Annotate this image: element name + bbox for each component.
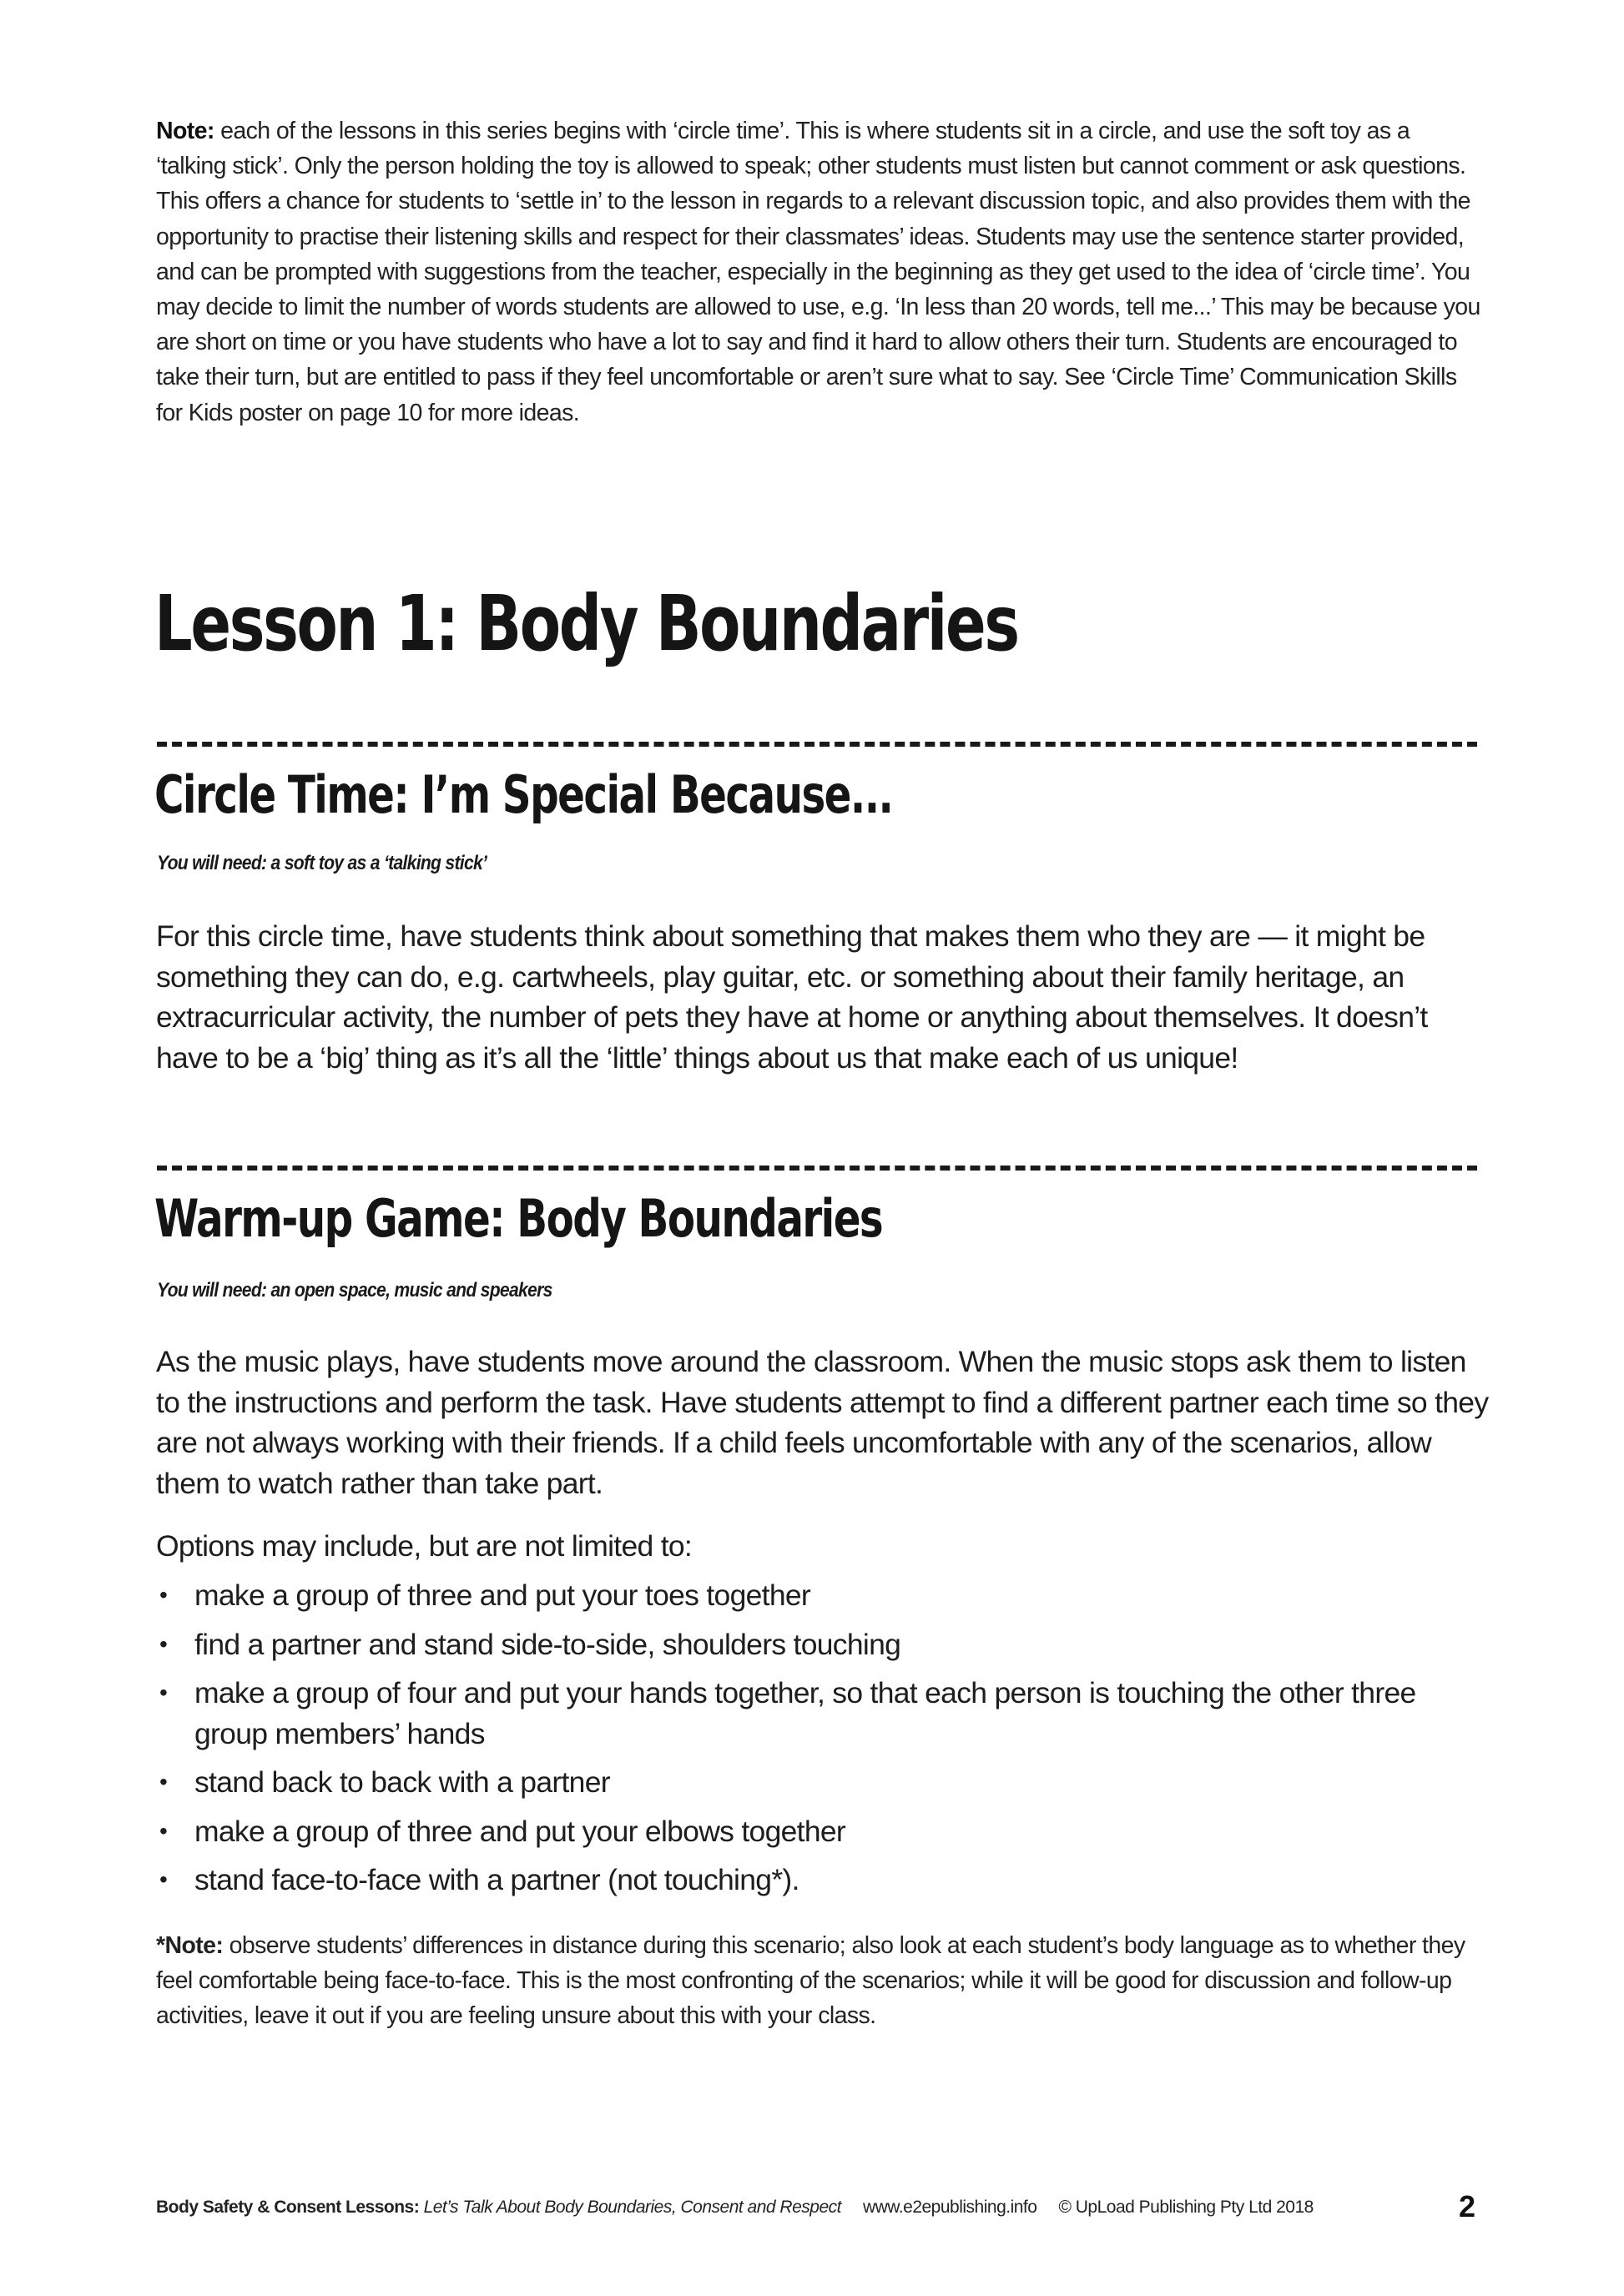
list-item: • make a group of three and put your elbows together [156, 1811, 1491, 1852]
warm-up-heading: Warm-up Game: Body Boundaries [154, 1188, 883, 1249]
note-label: Note: [156, 118, 214, 144]
list-item: • stand back to back with a partner [156, 1762, 1491, 1803]
lesson-title: Lesson 1: Body Boundaries [154, 579, 1018, 668]
section-divider [157, 742, 1477, 747]
footnote-label: *Note: [156, 1932, 224, 1959]
intro-note [156, 113, 1483, 430]
warm-up-body: As the music plays, have students move around the classroom. When the music stops ask them to listen to the instructions and perform the task. Have students attempt to find a different partner each time so they are not always working with their friends. If a child feels uncomfortable with any of the scenarios, allow them to watch rather than take part. [156, 1345, 1489, 1500]
note-text: each of the lessons in this series begins with ‘circle time’. This is where students sit in a circle, and use the soft toy as a ‘talking stick’. Only the person holding the toy is allowed to speak; other students must listen but cannot comment or ask questions. This offers a chance for students to ‘settle in’ to the lesson in regards to a relevant discussion topic, and also provides them with the opportunity to practise their listening skills and respect for their classmates’ ideas. Students may use the sentence starter provided, and can be prompted with suggestions from the teacher, especially in the beginning as they get used to the idea of ‘circle time’. You may decide to limit the number of words students are allowed to use, e.g. ‘In less than 20 words, tell me...’ This may be because you are short on time or you have students who have a lot to say and find it hard to allow others their turn. Students are encouraged to take their turn, but are entitled to pass if they feel uncomfortable or aren’t sure what to say. See ‘Circle Time’ Communication Skills for Kids poster on page 10 for more ideas. [156, 118, 1480, 426]
circle-time-body: For this circle time, have students think about something that makes them who they are — it might be something they can do, e.g. cartwheels, play guitar, etc. or something about their family heritage, an extracurricular activity, the number of pets they have at home or anything about themselves. It doesn’t have to be a ‘big’ thing as it’s all the ‘little’ things about us that make each of us unique! [156, 919, 1428, 1075]
footer-url[interactable]: www.e2epublishing.info [862, 2198, 1037, 2217]
bullet-icon: • [159, 1582, 168, 1608]
footer-subtitle: Let’s Talk About Body Boundaries, Consent and Respect [419, 2198, 841, 2217]
circle-time-heading: Circle Time: I’m Special Because... [154, 764, 893, 825]
page-footer [156, 2198, 1483, 2228]
list-item: • find a partner and stand side-to-side, shoulders touching [156, 1624, 1491, 1665]
circle-time-materials: You will need: a soft toy as a ‘talking stick’ [157, 852, 487, 874]
bullet-icon: • [159, 1817, 168, 1844]
footer-title: Body Safety & Consent Lessons: [156, 2198, 420, 2217]
bullet-icon: • [159, 1679, 168, 1705]
section-divider [157, 1166, 1477, 1171]
bullet-icon: • [159, 1769, 168, 1795]
page-number: 2 [1459, 2189, 1476, 2223]
footnote-text: observe students’ differences in distance during this scenario; also look at each student’s body language as to whether they feel comfortable being face-to-face. This is the most confronting of the scenarios; while it will be good for discussion and follow-up activities, leave it out if you are feeling unsure about this with your class. [156, 1932, 1465, 2030]
warm-up-materials: You will need: an open space, music and speakers [157, 1279, 552, 1302]
footer-copyright: © UpLoad Publishing Pty Ltd 2018 [1058, 2198, 1314, 2217]
options-list [156, 1575, 1491, 1909]
options-intro: Options may include, but are not limited to: [156, 1529, 693, 1563]
scenario-footnote [156, 1928, 1491, 2034]
list-item: • stand face-to-face with a partner (not touching*). [156, 1860, 1491, 1901]
list-item: • make a group of four and put your hands together, so that each person is touching the other three group members’ hands [156, 1673, 1491, 1754]
bullet-icon: • [159, 1630, 168, 1657]
list-item: • make a group of three and put your toes together [156, 1575, 1491, 1616]
bullet-icon: • [159, 1866, 168, 1892]
